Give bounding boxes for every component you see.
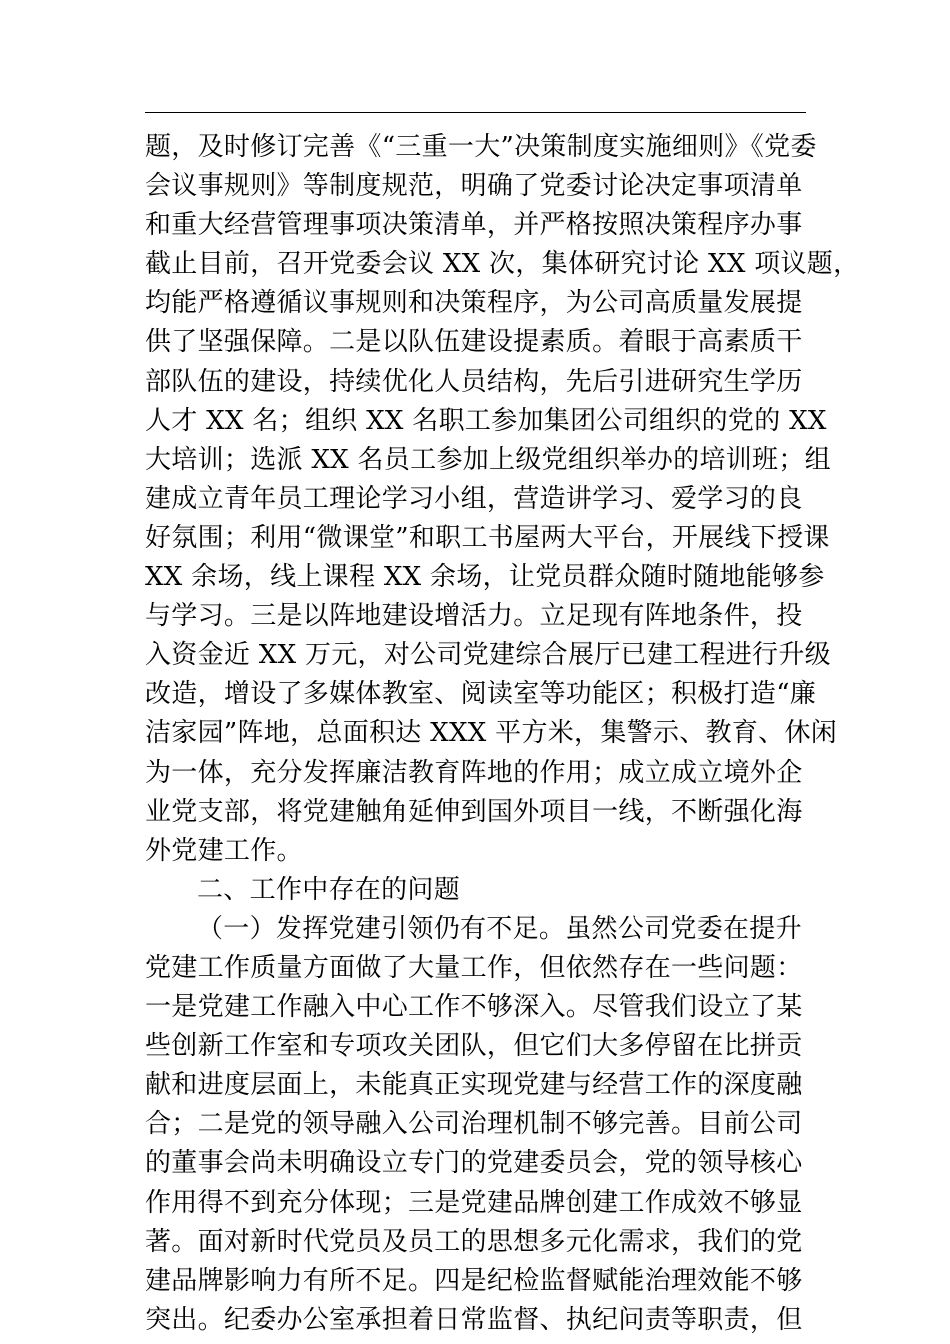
subsection-line: 作用得不到充分体现；三是党建品牌创建工作成效不够显	[145, 1187, 803, 1218]
text-line: 洁家园”阵地，总面积达 XXX 平方米，集警示、教育、休闲	[145, 718, 838, 749]
text-line: 业党支部，将党建触角延伸到国外项目一线，不断强化海	[145, 796, 803, 827]
subsection-line: 合；二是党的领导融入公司治理机制不够完善。目前公司	[145, 1109, 803, 1140]
text-line: 供了坚强保障。二是以队伍建设提素质。着眼于高素质干	[145, 327, 803, 358]
subsection-line: 著。面对新时代党员及员工的思想多元化需求，我们的党	[145, 1226, 803, 1257]
subsection-line: 献和进度层面上，未能真正实现党建与经营工作的深度融	[145, 1070, 803, 1101]
text-line: 部队伍的建设，持续优化人员结构，先后引进研究生学历	[145, 366, 803, 397]
subsection-line: 的董事会尚未明确设立专门的党建委员会，党的领导核心	[145, 1148, 803, 1179]
header-rule	[145, 112, 806, 113]
section-heading: 二、工作中存在的问题	[197, 874, 461, 905]
text-line: 改造，增设了多媒体教室、阅读室等功能区；积极打造“廉	[145, 679, 817, 710]
subsection-line: （一）发挥党建引领仍有不足。虽然公司党委在提升	[197, 913, 802, 944]
subsection-line: 一是党建工作融入中心工作不够深入。尽管我们设立了某	[145, 992, 803, 1023]
text-line: 会议事规则》等制度规范，明确了党委讨论决定事项清单	[145, 171, 803, 202]
text-line: 为一体，充分发挥廉洁教育阵地的作用；成立成立境外企	[145, 757, 803, 788]
subsection-line: 建品牌影响力有所不足。四是纪检监督赋能治理效能不够	[145, 1265, 803, 1296]
text-line: XX 余场，线上课程 XX 余场，让党员群众随时随地能够参	[145, 562, 825, 593]
text-line: 和重大经营管理事项决策清单，并严格按照决策程序办事	[145, 210, 803, 241]
subsection-line: 党建工作质量方面做了大量工作，但依然存在一些问题：	[145, 952, 803, 983]
text-line: 好氛围；利用“微课堂”和职工书屋两大平台，开展线下授课	[145, 522, 830, 553]
text-line: 大培训；选派 XX 名员工参加上级党组织举办的培训班；组	[145, 444, 831, 475]
text-line: 入资金近 XX 万元，对公司党建综合展厅已建工程进行升级	[145, 640, 831, 671]
text-line: 外党建工作。	[145, 835, 303, 866]
subsection-line: 突出。纪委办公室承担着日常监督、执纪问责等职责，但	[145, 1304, 803, 1335]
text-line: 均能严格遵循议事规则和决策程序，为公司高质量发展提	[145, 288, 803, 319]
text-line: 题，及时修订完善《“三重一大”决策制度实施细则》《党委	[145, 132, 817, 162]
text-line: 截止目前，召开党委会议 XX 次，集体研究讨论 XX 项议题，	[145, 249, 860, 280]
text-line: 人才 XX 名；组织 XX 名职工参加集团公司组织的党的 XX	[145, 405, 827, 436]
text-line: 建成立青年员工理论学习小组，营造讲学习、爱学习的良	[145, 483, 803, 514]
subsection-line: 些创新工作室和专项攻关团队，但它们大多停留在比拼贡	[145, 1031, 803, 1062]
body-text	[145, 128, 860, 1340]
text-line: 与学习。三是以阵地建设增活力。立足现有阵地条件，投	[145, 601, 803, 632]
